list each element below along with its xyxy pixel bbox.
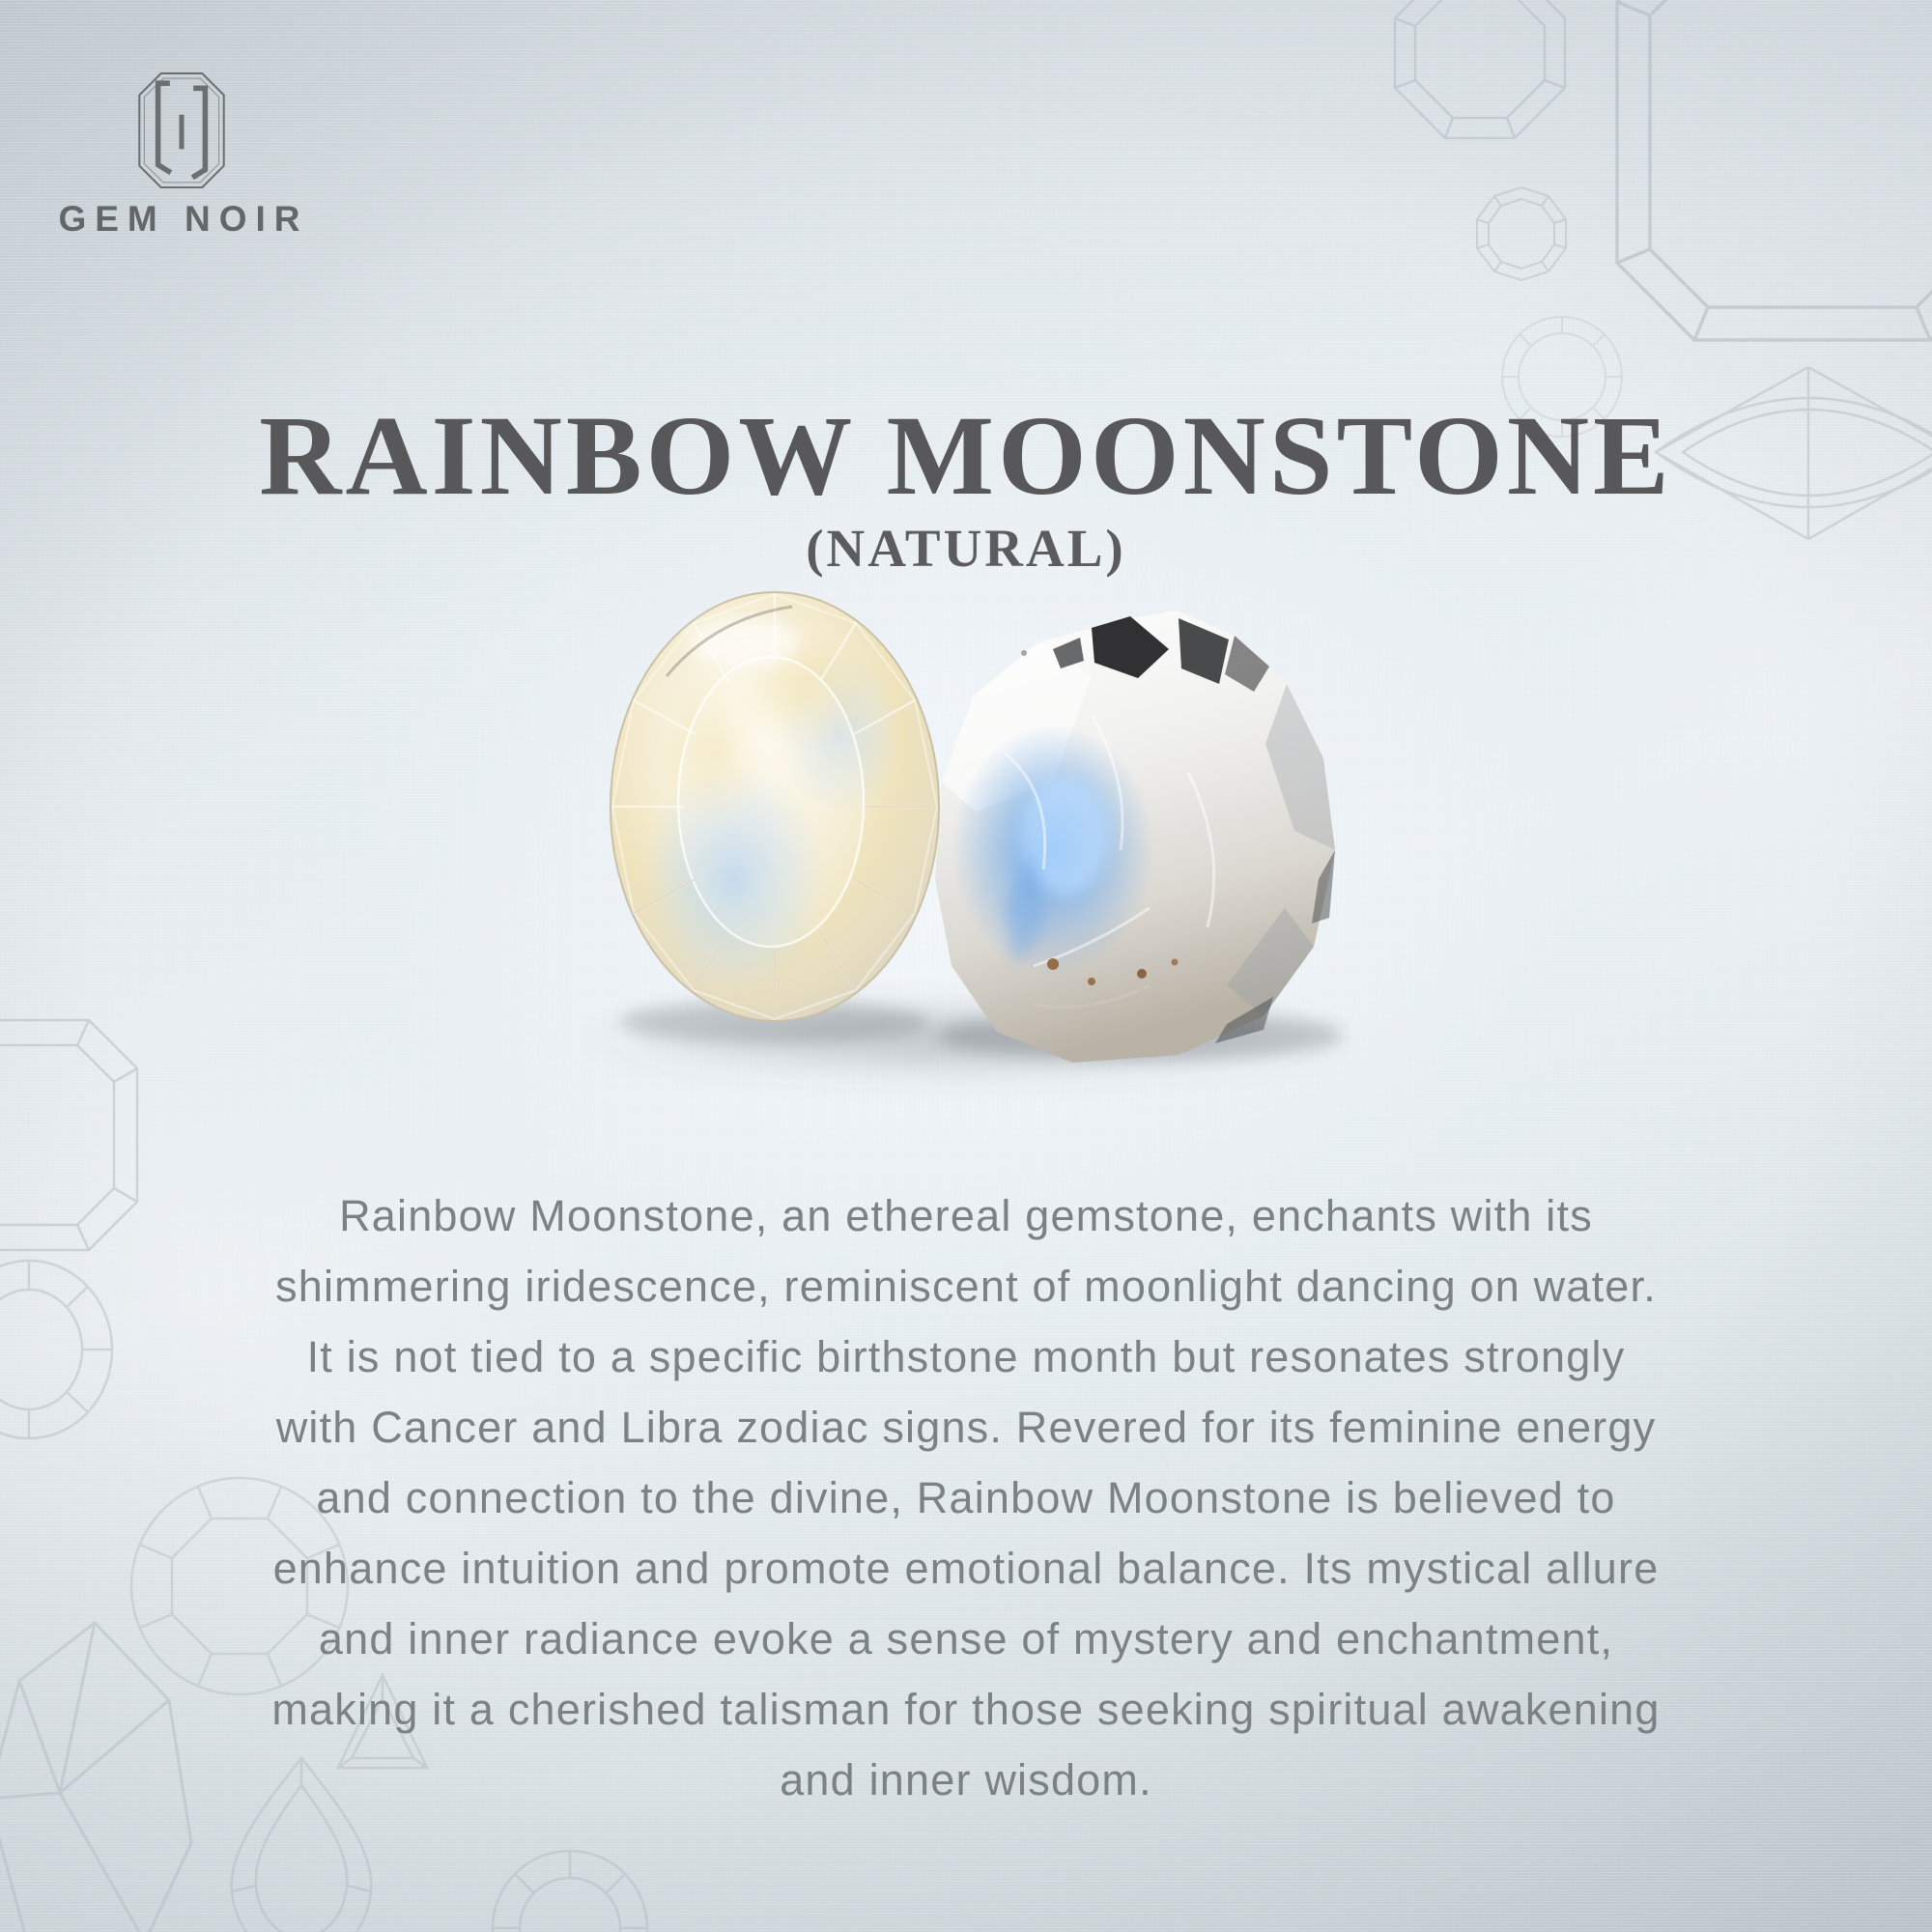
brand-name: GEM NOIR — [58, 199, 309, 239]
description-line: and inner wisdom. — [780, 1755, 1152, 1804]
gem-outline-emerald-right — [1617, 0, 1932, 340]
brand-logo — [137, 71, 226, 189]
description-line: enhance intuition and promote emotional balance. Its mystical allure — [272, 1544, 1660, 1593]
page-title: RAINBOW MOONSTONE — [259, 392, 1673, 519]
description-line: It is not tied to a specific birthstone month but resonates strongly — [306, 1332, 1626, 1381]
description-line: making it a cherished talisman for those seeking spiritual awakening — [271, 1685, 1661, 1734]
moonstone-photo — [551, 560, 1381, 1101]
gem-outline-octagon-top — [1395, 0, 1565, 138]
faceted-oval-moonstone — [611, 592, 939, 1021]
gem-outline-round-bottom — [493, 1851, 647, 1932]
description-line: with Cancer and Libra zodiac signs. Revered for its feminine energy — [275, 1403, 1657, 1452]
rough-moonstone — [935, 611, 1335, 1063]
description-line: shimmering iridescence, reminiscent of moonlight dancing on water. — [275, 1262, 1657, 1311]
description-line: and connection to the divine, Rainbow Moonstone is believed to — [316, 1473, 1616, 1522]
description-line: Rainbow Moonstone, an ethereal gemstone, enchants with its — [339, 1191, 1593, 1240]
gem-outline-decagon — [1477, 187, 1566, 280]
gem-noir-logo-icon — [137, 71, 226, 189]
description — [87, 1180, 1845, 1815]
description-line: and inner radiance evoke a sense of mystery and enchantment, — [318, 1614, 1614, 1663]
page-subtitle: (NATURAL) — [806, 519, 1126, 578]
